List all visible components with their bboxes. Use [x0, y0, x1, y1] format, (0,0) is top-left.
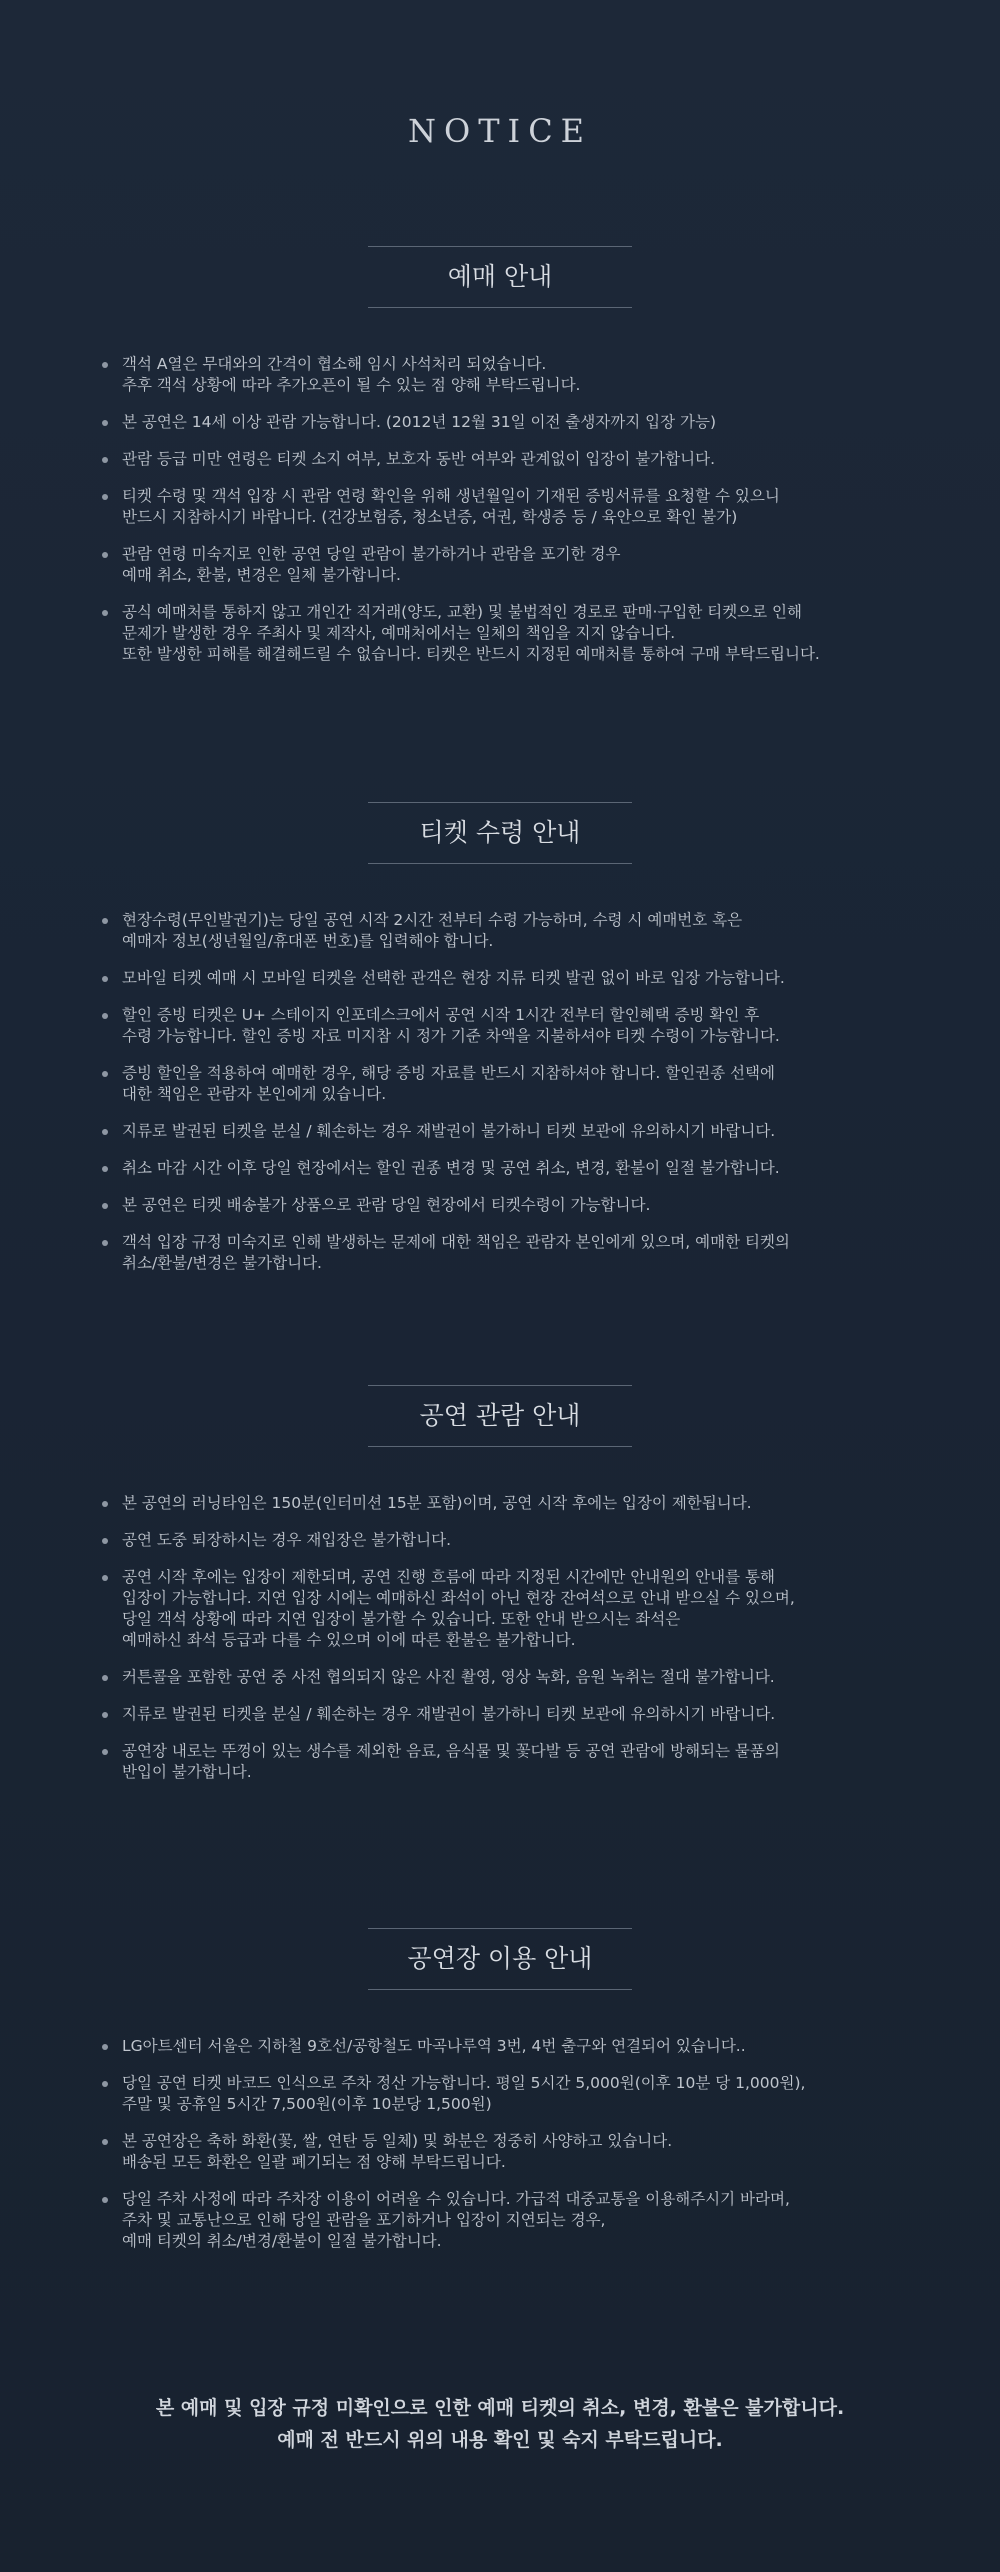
list-item-text: 당일 공연 티켓 바코드 인식으로 주차 정산 가능합니다. 평일 5시간 5,000원(이후 10분 당 1,000원), 주말 및 공휴일 5시간 7,500원(이후 10분당 1,500원) [122, 2074, 806, 2113]
list-item [100, 486, 920, 528]
list-item [100, 910, 920, 952]
list-item-text: 지류로 발권된 티켓을 분실 / 훼손하는 경우 재발권이 불가하니 티켓 보관에 유의하시기 바랍니다. [122, 1122, 776, 1140]
list-item [100, 544, 920, 586]
bullet-icon [102, 1675, 108, 1681]
list-item-text: 공연장 내로는 뚜껑이 있는 생수를 제외한 음료, 음식물 및 꽃다발 등 공연 관람에 방해되는 물품의 반입이 불가합니다. [122, 1742, 780, 1781]
list-item [100, 1493, 920, 1514]
bullet-icon [102, 1203, 108, 1209]
list-item-text: 객석 A열은 무대와의 간격이 협소해 임시 사석처리 되었습니다. 추후 객석 상황에 따라 추가오픈이 될 수 있는 점 양해 부탁드립니다. [122, 355, 581, 394]
section-venue-info [0, 1928, 1000, 2268]
section-heading: 공연장 이용 안내 [368, 1928, 632, 1990]
page-title: NOTICE [407, 112, 593, 150]
bullet-icon [102, 1013, 108, 1019]
list-item-text: 객석 입장 규정 미숙지로 인해 발생하는 문제에 대한 책임은 관람자 본인에게 있으며, 예매한 티켓의 취소/환불/변경은 불가합니다. [122, 1233, 790, 1272]
list-item-text: 모바일 티켓 예매 시 모바일 티켓을 선택한 관객은 현장 지류 티켓 발권 없이 바로 입장 가능합니다. [122, 969, 785, 987]
list-item-text: 공연 시작 후에는 입장이 제한되며, 공연 진행 흐름에 따라 지정된 시간에만 안내원의 안내를 통해 입장이 가능합니다. 지연 입장 시에는 예매하신 좌석이 아닌 현장 잔여석으로 안내 받으실 수 있으며, 당일 객석 상황에 따라 지연 입장이 불가할 수 있습니다. 또한 안내 받으시는 좌석은 예매하신 좌석 등급과 다를 수 있으며 이에 따른 환불은 불가합니다. [122, 1568, 795, 1649]
bullet-icon [102, 2044, 108, 2050]
footer-line-1: 본 예매 및 입장 규정 미확인으로 인한 예매 티켓의 취소, 변경, 환불은 불가합니다. [155, 2397, 845, 2419]
section-booking-info [0, 246, 1000, 681]
list-item-text: 본 공연의 러닝타임은 150분(인터미션 15분 포함)이며, 공연 시작 후에는 입장이 제한됩니다. [122, 1494, 752, 1512]
performance-info-list [100, 1493, 920, 1783]
list-item [100, 2189, 920, 2252]
venue-info-list [100, 2036, 920, 2252]
list-item [100, 449, 920, 470]
list-item [100, 1158, 920, 1179]
bullet-icon [102, 1538, 108, 1544]
list-item [100, 1567, 920, 1651]
list-item-text: 할인 증빙 티켓은 U+ 스테이지 인포데스크에서 공연 시작 1시간 전부터 할인혜택 증빙 확인 후 수령 가능합니다. 할인 증빙 자료 미지참 시 정가 기준 차액을 지불하셔야 티켓 수령이 가능합니다. [122, 1006, 780, 1045]
booking-info-list [100, 354, 920, 665]
list-item-text: 지류로 발권된 티켓을 분실 / 훼손하는 경우 재발권이 불가하니 티켓 보관에 유의하시기 바랍니다. [122, 1705, 776, 1723]
list-item [100, 1195, 920, 1216]
bullet-icon [102, 610, 108, 616]
bullet-icon [102, 1071, 108, 1077]
bullet-icon [102, 2081, 108, 2087]
bullet-icon [102, 976, 108, 982]
bullet-icon [102, 457, 108, 463]
bullet-icon [102, 494, 108, 500]
list-item [100, 602, 920, 665]
list-item [100, 1741, 920, 1783]
list-item-text: 본 공연은 14세 이상 관람 가능합니다. (2012년 12월 31일 이전 출생자까지 입장 가능) [122, 413, 717, 431]
bullet-icon [102, 2197, 108, 2203]
ticket-pickup-list [100, 910, 920, 1274]
section-heading: 티켓 수령 안내 [368, 802, 632, 864]
list-item [100, 1063, 920, 1105]
list-item [100, 412, 920, 433]
bullet-icon [102, 552, 108, 558]
section-ticket-pickup [0, 802, 1000, 1290]
bullet-icon [102, 1129, 108, 1135]
list-item-text: 관람 등급 미만 연령은 티켓 소지 여부, 보호자 동반 여부와 관계없이 입장이 불가합니다. [122, 450, 716, 468]
list-item-text: 공식 예매처를 통하지 않고 개인간 직거래(양도, 교환) 및 불법적인 경로로 판매·구입한 티켓으로 인해 문제가 발생한 경우 주최사 및 제작사, 예매처에서는 일체의 책임을 지지 않습니다. 또한 발생한 피해를 해결해드릴 수 없습니다. 티켓은 반드시 지정된 예매처를 통하여 구매 부탁드립니다. [122, 603, 820, 663]
bullet-icon [102, 1166, 108, 1172]
list-item-text: 현장수령(무인발권기)는 당일 공연 시작 2시간 전부터 수령 가능하며, 수령 시 예매번호 혹은 예매자 정보(생년월일/휴대폰 번호)를 입력해야 합니다. [122, 911, 743, 950]
section-heading: 공연 관람 안내 [368, 1385, 632, 1447]
list-item [100, 968, 920, 989]
list-item-text: 커튼콜을 포함한 공연 중 사전 협의되지 않은 사진 촬영, 영상 녹화, 음원 녹취는 절대 불가합니다. [122, 1668, 775, 1686]
bullet-icon [102, 420, 108, 426]
list-item-text: 증빙 할인을 적용하여 예매한 경우, 해당 증빙 자료를 반드시 지참하셔야 합니다. 할인권종 선택에 대한 책임은 관람자 본인에게 있습니다. [122, 1064, 775, 1103]
list-item [100, 1121, 920, 1142]
list-item-text: 공연 도중 퇴장하시는 경우 재입장은 불가합니다. [122, 1531, 452, 1549]
bullet-icon [102, 1501, 108, 1507]
list-item-text: 티켓 수령 및 객석 입장 시 관람 연령 확인을 위해 생년월일이 기재된 증빙서류를 요청할 수 있으니 반드시 지참하시기 바랍니다. (건강보험증, 청소년증, 여권, 학생증 등 / 육안으로 확인 불가) [122, 487, 780, 526]
list-item [100, 1232, 920, 1274]
list-item-text: LG아트센터 서울은 지하철 9호선/공항철도 마곡나루역 3번, 4번 출구와 연결되어 있습니다.. [122, 2037, 746, 2055]
bullet-icon [102, 918, 108, 924]
section-heading: 예매 안내 [368, 246, 632, 308]
list-item [100, 2073, 920, 2115]
bullet-icon [102, 1240, 108, 1246]
bullet-icon [102, 1712, 108, 1718]
list-item [100, 354, 920, 396]
bullet-icon [102, 1749, 108, 1755]
bullet-icon [102, 1575, 108, 1581]
list-item-text: 관람 연령 미숙지로 인한 공연 당일 관람이 불가하거나 관람을 포기한 경우 예매 취소, 환불, 변경은 일체 불가합니다. [122, 545, 621, 584]
list-item-text: 본 공연장은 축하 화환(꽃, 쌀, 연탄 등 일체) 및 화분은 정중히 사양하고 있습니다. 배송된 모든 화환은 일괄 폐기되는 점 양해 부탁드립니다. [122, 2132, 673, 2171]
list-item-text: 취소 마감 시간 이후 당일 현장에서는 할인 권종 변경 및 공연 취소, 변경, 환불이 일절 불가합니다. [122, 1159, 780, 1177]
list-item-text: 당일 주차 사정에 따라 주차장 이용이 어려울 수 있습니다. 가급적 대중교통을 이용해주시기 바라며, 주차 및 교통난으로 인해 당일 관람을 포기하거나 입장이 지연되는 경우, 예매 티켓의 취소/변경/환불이 일절 불가합니다. [122, 2190, 790, 2250]
footer-notice [0, 2392, 1000, 2456]
list-item [100, 1530, 920, 1551]
bullet-icon [102, 2139, 108, 2145]
bullet-icon [102, 362, 108, 368]
list-item-text: 본 공연은 티켓 배송불가 상품으로 관람 당일 현장에서 티켓수령이 가능합니다. [122, 1196, 651, 1214]
footer-line-2: 예매 전 반드시 위의 내용 확인 및 숙지 부탁드립니다. [277, 2429, 723, 2451]
section-performance-info [0, 1385, 1000, 1799]
list-item [100, 2131, 920, 2173]
list-item [100, 1667, 920, 1688]
list-item [100, 1005, 920, 1047]
list-item [100, 2036, 920, 2057]
list-item [100, 1704, 920, 1725]
